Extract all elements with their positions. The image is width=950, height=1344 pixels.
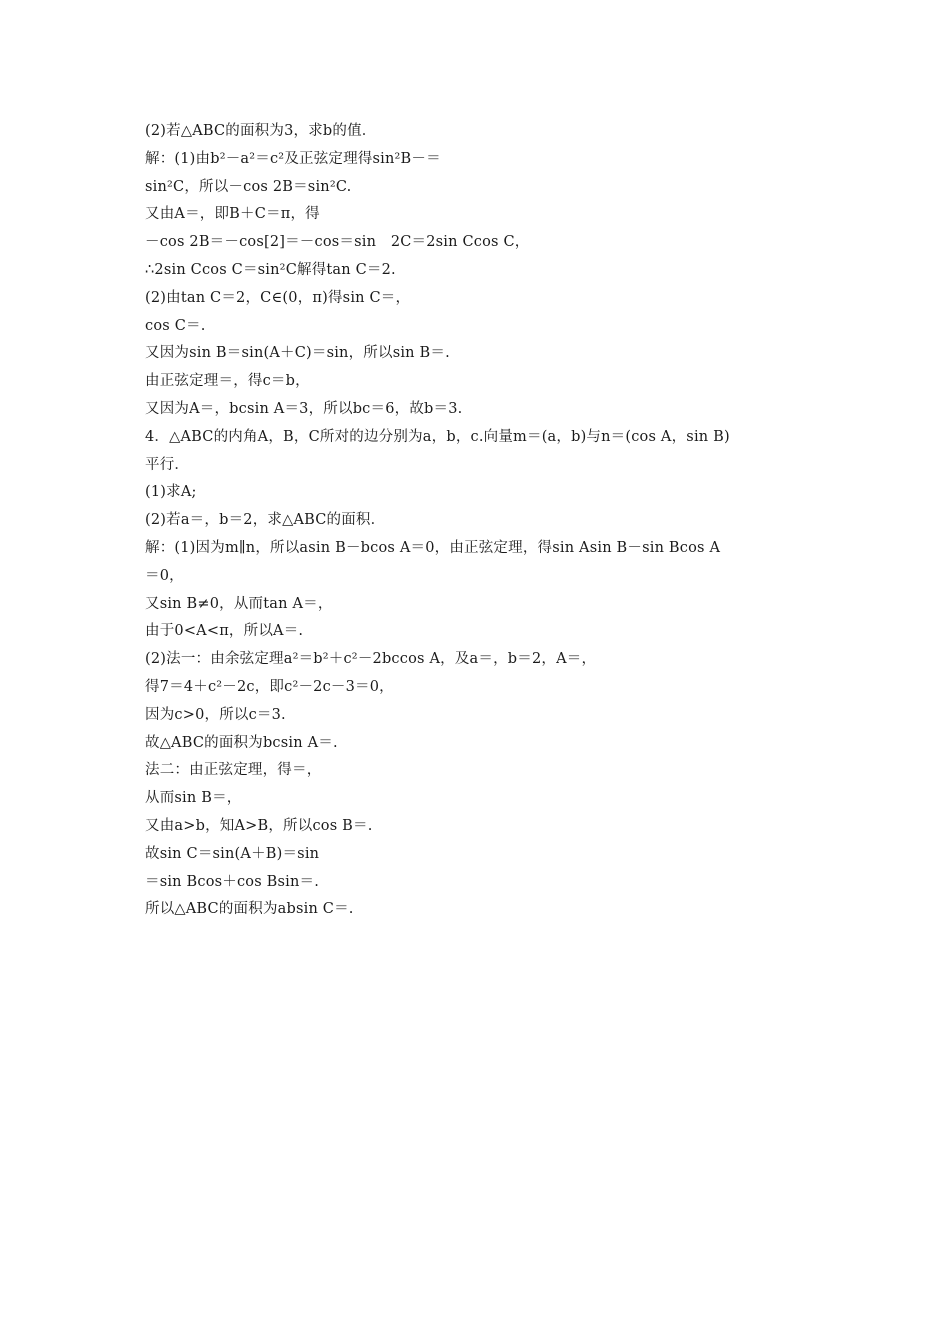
text-line: (2)若△ABC的面积为3，求b的值． <box>145 123 377 139</box>
text-line: 因为c>0，所以c＝3. <box>145 706 286 723</box>
text-line: 又sin B≠0，从而tan A＝， <box>145 595 333 612</box>
text-line: 故△ABC的面积为bcsin A＝. <box>145 734 338 751</box>
text-line: sin²C，所以－cos 2B＝sin²C. <box>145 178 352 195</box>
text-line: 得7＝4＋c²－2c，即c²－2c－3＝0， <box>145 678 394 695</box>
text-line: 又由A＝，即B＋C＝π，得 <box>145 206 320 223</box>
text-line: (2)由tan C＝2，C∈(0，π)得sin C＝， <box>145 289 411 306</box>
document-body <box>145 118 815 924</box>
text-line: 所以△ABC的面积为absin C＝. <box>145 901 354 918</box>
text-line: cos C＝. <box>145 317 206 334</box>
text-line: 平行． <box>145 456 190 473</box>
text-line: 解：(1)因为m∥n，所以asin B－bcos A＝0，由正弦定理，得sin Asin B－sin Bcos A <box>145 539 721 556</box>
text-line: 法二：由正弦定理，得＝， <box>145 762 322 779</box>
text-line: 由正弦定理＝，得c＝b， <box>145 373 310 390</box>
text-line: 从而sin B＝， <box>145 790 242 807</box>
text-line: 故sin C＝sin(A＋B)＝sin <box>145 845 320 862</box>
text-line: (2)若a＝，b＝2，求△ABC的面积． <box>145 512 386 529</box>
text-line: 又由a>b，知A>B，所以cos B＝. <box>145 817 373 834</box>
text-line: ＝sin Bcos＋cos Bsin＝. <box>145 873 320 890</box>
text-line: 又因为A＝，bcsin A＝3，所以bc＝6，故b＝3. <box>145 400 463 417</box>
text-line: 由于0<A<π，所以A＝. <box>145 623 304 640</box>
text-line: 解：(1)由b²－a²＝c²及正弦定理得sin²B－＝ <box>145 150 441 167</box>
text-line: 4．△ABC的内角A，B，C所对的边分别为a，b，c.向量m＝(a，b)与n＝(cos A，sin B) <box>145 428 730 445</box>
text-line: 又因为sin B＝sin(A＋C)＝sin，所以sin B＝. <box>145 345 450 362</box>
text-line: (1)求A; <box>145 484 197 501</box>
text-line: ∴2sin Ccos C＝sin²C解得tan C＝2. <box>145 261 396 278</box>
text-line: ＝0， <box>145 567 184 584</box>
text-line: －cos 2B＝－cos[2]＝－cos＝sin 2C＝2sin Ccos C， <box>145 234 530 251</box>
text-line: (2)法一：由余弦定理a²＝b²＋c²－2bccos A，及a＝，b＝2，A＝， <box>145 651 597 668</box>
